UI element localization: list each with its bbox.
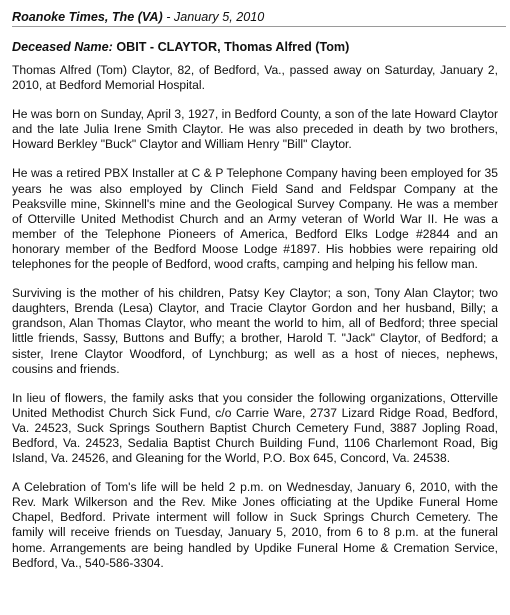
paragraph-survivors: Surviving is the mother of his children, Patsy Key Claytor; a son, Tony Alan Claytor; two daughters, Brenda (Lesa) Claytor, and Tracie Claytor Gordon and her husband, Billy; a grandson, Alan Thomas Claytor, who meant the world to him, all of Bedford; three special little friends, Sassy, Buttons and Buffy; a brother, Harold T. "Jack" Claytor, of Bedford; a sister, Irene Claytor Woodford, of Lynchburg; as well as a host of nieces, nephews, cousins and friends. <box>12 286 498 376</box>
deceased-heading <box>12 39 506 55</box>
obituary-body <box>12 63 498 571</box>
publication-line <box>12 0 506 22</box>
paragraph-career: He was a retired PBX Installer at C & P Telephone Company having been employed for 35 years he was also employed by Clinch Field Sand and Feldspar Company at the Peaksville mine, Skinnell's mine and the Geological Survey Company. He was a member of Otterville United Methodist Church and an Army veteran of World War II. He was a member of the Telephone Pioneers of America, Bedford Elks Lodge #2844 and an honorary member of the Bedford Moose Lodge #1897. His hobbies were repairing old telephones for the people of Bedford, wood crafts, camping and helping his fellow man. <box>12 166 498 272</box>
deceased-label: Deceased Name: <box>12 40 117 54</box>
paragraph-birth-family: He was born on Sunday, April 3, 1927, in Bedford County, a son of the late Howard Claytor and the late Julia Irene Smith Claytor. He was also preceded in death by two brothers, Howard Berkley "Buck" Claytor and William Henry "Bill" Claytor. <box>12 107 498 152</box>
publication-date: January 5, 2010 <box>173 10 265 24</box>
paragraph-services: A Celebration of Tom's life will be held 2 p.m. on Wednesday, January 6, 2010, with the Rev. Mark Wilkerson and the Rev. Mike Jones officiating at the Updike Funeral Home Chapel, Bedford. Private interment will follow in Suck Springs Church Cemetery. The family will receive friends on Tuesday, January 5, 2010, from 6 to 8 p.m. at the funeral home. Arrangements are being handled by Updike Funeral Home & Cremation Service, Bedford, Va., 540-586-3304. <box>12 480 498 570</box>
paragraph-death-notice: Thomas Alfred (Tom) Claytor, 82, of Bedford, Va., passed away on Saturday, January 2, 2010, at Bedford Memorial Hospital. <box>12 63 498 93</box>
publication-separator: - <box>162 10 174 24</box>
deceased-name: OBIT - CLAYTOR, Thomas Alfred (Tom) <box>116 40 350 54</box>
paragraph-memorials: In lieu of flowers, the family asks that you consider the following organizations, Otterville United Methodist Church Sick Fund, c/o Carrie Ware, 2737 Lizard Ridge Road, Bedford, Va. 24523, Suck Springs Southern Baptist Church Cemetery Fund, 3887 Jopling Road, Bedford, Va. 24523, Sedalia Baptist Church Building Fund, 1106 Charlemont Road, Big Island, Va. 24526, and Gleaning for the World, P.O. Box 645, Concord, Va. 24538. <box>12 390 498 466</box>
publication-name: Roanoke Times, The (VA) <box>12 10 163 24</box>
header-divider <box>12 26 506 27</box>
